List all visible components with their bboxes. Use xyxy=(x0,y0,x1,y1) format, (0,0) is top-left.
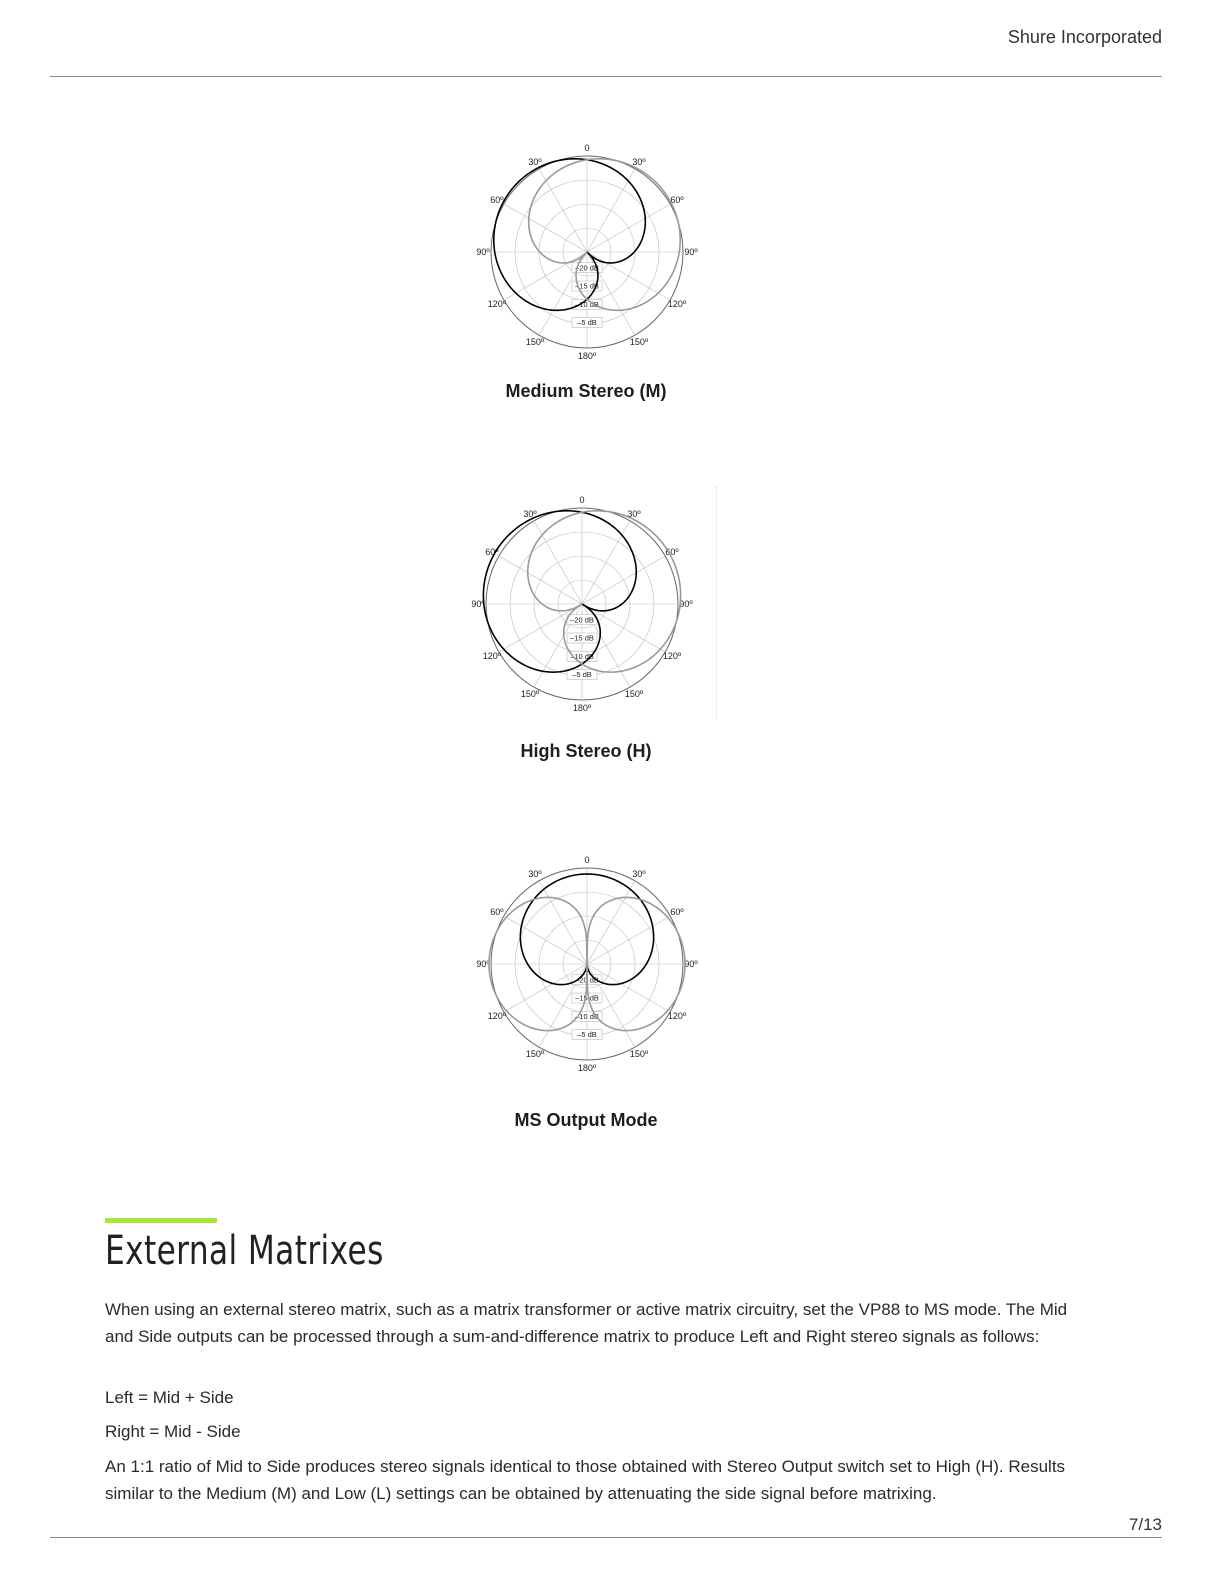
left-channel-lobe xyxy=(494,156,646,311)
angle-top-label: 0 xyxy=(584,855,590,865)
angle-label-90-right: 90º xyxy=(679,599,693,609)
footer-rule xyxy=(50,1537,1162,1538)
db-label-db-5: –5 dB xyxy=(577,318,597,327)
angle-label-60-left: 60º xyxy=(490,907,504,917)
angle-label-150-right: 150º xyxy=(629,337,649,348)
db-label-db-5: –5 dB xyxy=(572,670,592,679)
polar-diagram-high-stereo xyxy=(465,494,699,714)
angle-bottom-label: 180º xyxy=(577,351,597,361)
db-label-db-10: –10 dB xyxy=(575,1011,599,1021)
db-label-db-10: –10 dB xyxy=(575,299,599,309)
angle-label-30-right: 30º xyxy=(632,156,646,167)
caption-ms-output: MS Output Mode xyxy=(514,1110,658,1130)
formula-right: Right = Mid - Side xyxy=(105,1422,241,1441)
header-company: Shure Incorporated xyxy=(1007,27,1162,47)
db-label-db-20: –20 dB xyxy=(575,975,599,985)
angle-label-120-left: 120º xyxy=(482,651,502,661)
body-paragraph-2: An 1:1 ratio of Mid to Side produces stereo signals identical to those obtained with Stereo Output switch set to High (H). Results similar to the Medium (M) and Low (L) settings can be obtained by attenuating the side signal before matrixing. xyxy=(105,1457,1066,1503)
angle-label-90-right: 90º xyxy=(684,959,698,969)
angle-top-label: 0 xyxy=(579,495,585,505)
header-rule xyxy=(50,76,1162,77)
polar-diagram-medium-stereo xyxy=(470,142,704,362)
caption-medium-stereo: Medium Stereo (M) xyxy=(505,381,667,401)
angle-label-150-left: 150º xyxy=(520,689,540,700)
right-channel-lobe xyxy=(528,156,681,311)
angle-label-90-left: 90º xyxy=(476,959,490,969)
image-edge-line xyxy=(716,486,717,720)
angle-label-150-right: 150º xyxy=(624,689,644,700)
formula-left: Left = Mid + Side xyxy=(105,1388,234,1407)
db-label-db-5: –5 dB xyxy=(577,1030,597,1039)
angle-label-30-left: 30º xyxy=(528,868,542,879)
db-label-db-15: –15 dB xyxy=(575,993,599,1003)
db-label-db-20: –20 dB xyxy=(575,263,599,273)
db-label-db-15: –15 dB xyxy=(575,281,599,291)
angle-bottom-label: 180º xyxy=(577,1063,597,1073)
angle-label-90-left: 90º xyxy=(471,599,485,609)
angle-top-label: 0 xyxy=(584,143,590,153)
angle-label-60-left: 60º xyxy=(485,547,499,557)
section-accent-bar xyxy=(105,1218,217,1223)
caption-high-stereo: High Stereo (H) xyxy=(520,741,652,761)
angle-label-120-left: 120º xyxy=(487,299,507,309)
angle-label-120-right: 120º xyxy=(662,651,682,661)
polar-plot-high xyxy=(465,494,699,714)
page-number: 7/13 xyxy=(1128,1515,1162,1534)
angle-label-30-left: 30º xyxy=(523,508,537,519)
polar-plot-medium xyxy=(470,142,704,362)
angle-label-150-right: 150º xyxy=(629,1049,649,1060)
angle-label-30-right: 30º xyxy=(632,868,646,879)
angle-label-120-left: 120º xyxy=(487,1011,507,1021)
angle-label-60-left: 60º xyxy=(490,195,504,205)
db-label-db-15: –15 dB xyxy=(570,633,594,643)
angle-label-120-right: 120º xyxy=(667,299,687,309)
db-label-db-10: –10 dB xyxy=(570,651,594,661)
angle-label-30-left: 30º xyxy=(528,156,542,167)
angle-label-90-right: 90º xyxy=(684,247,698,257)
section-title: External Matrixes xyxy=(105,1228,384,1274)
angle-label-60-right: 60º xyxy=(665,547,679,557)
body-paragraph-1: When using an external stereo matrix, such as a matrix transformer or active matrix circuitry, set the VP88 to MS mode. The Mid and Side outputs can be processed through a sum-and-difference matrix to produce Left and Right stereo signals as follows: xyxy=(105,1300,1068,1346)
angle-label-150-left: 150º xyxy=(525,337,545,348)
angle-label-60-right: 60º xyxy=(670,907,684,917)
angle-label-60-right: 60º xyxy=(670,195,684,205)
angle-label-90-left: 90º xyxy=(476,247,490,257)
polar-diagram-ms-output xyxy=(470,854,704,1074)
db-label-db-20: –20 dB xyxy=(570,615,594,625)
polar-plot-ms xyxy=(470,854,704,1074)
angle-label-150-left: 150º xyxy=(525,1049,545,1060)
angle-label-30-right: 30º xyxy=(627,508,641,519)
angle-label-120-right: 120º xyxy=(667,1011,687,1021)
angle-bottom-label: 180º xyxy=(572,703,592,713)
